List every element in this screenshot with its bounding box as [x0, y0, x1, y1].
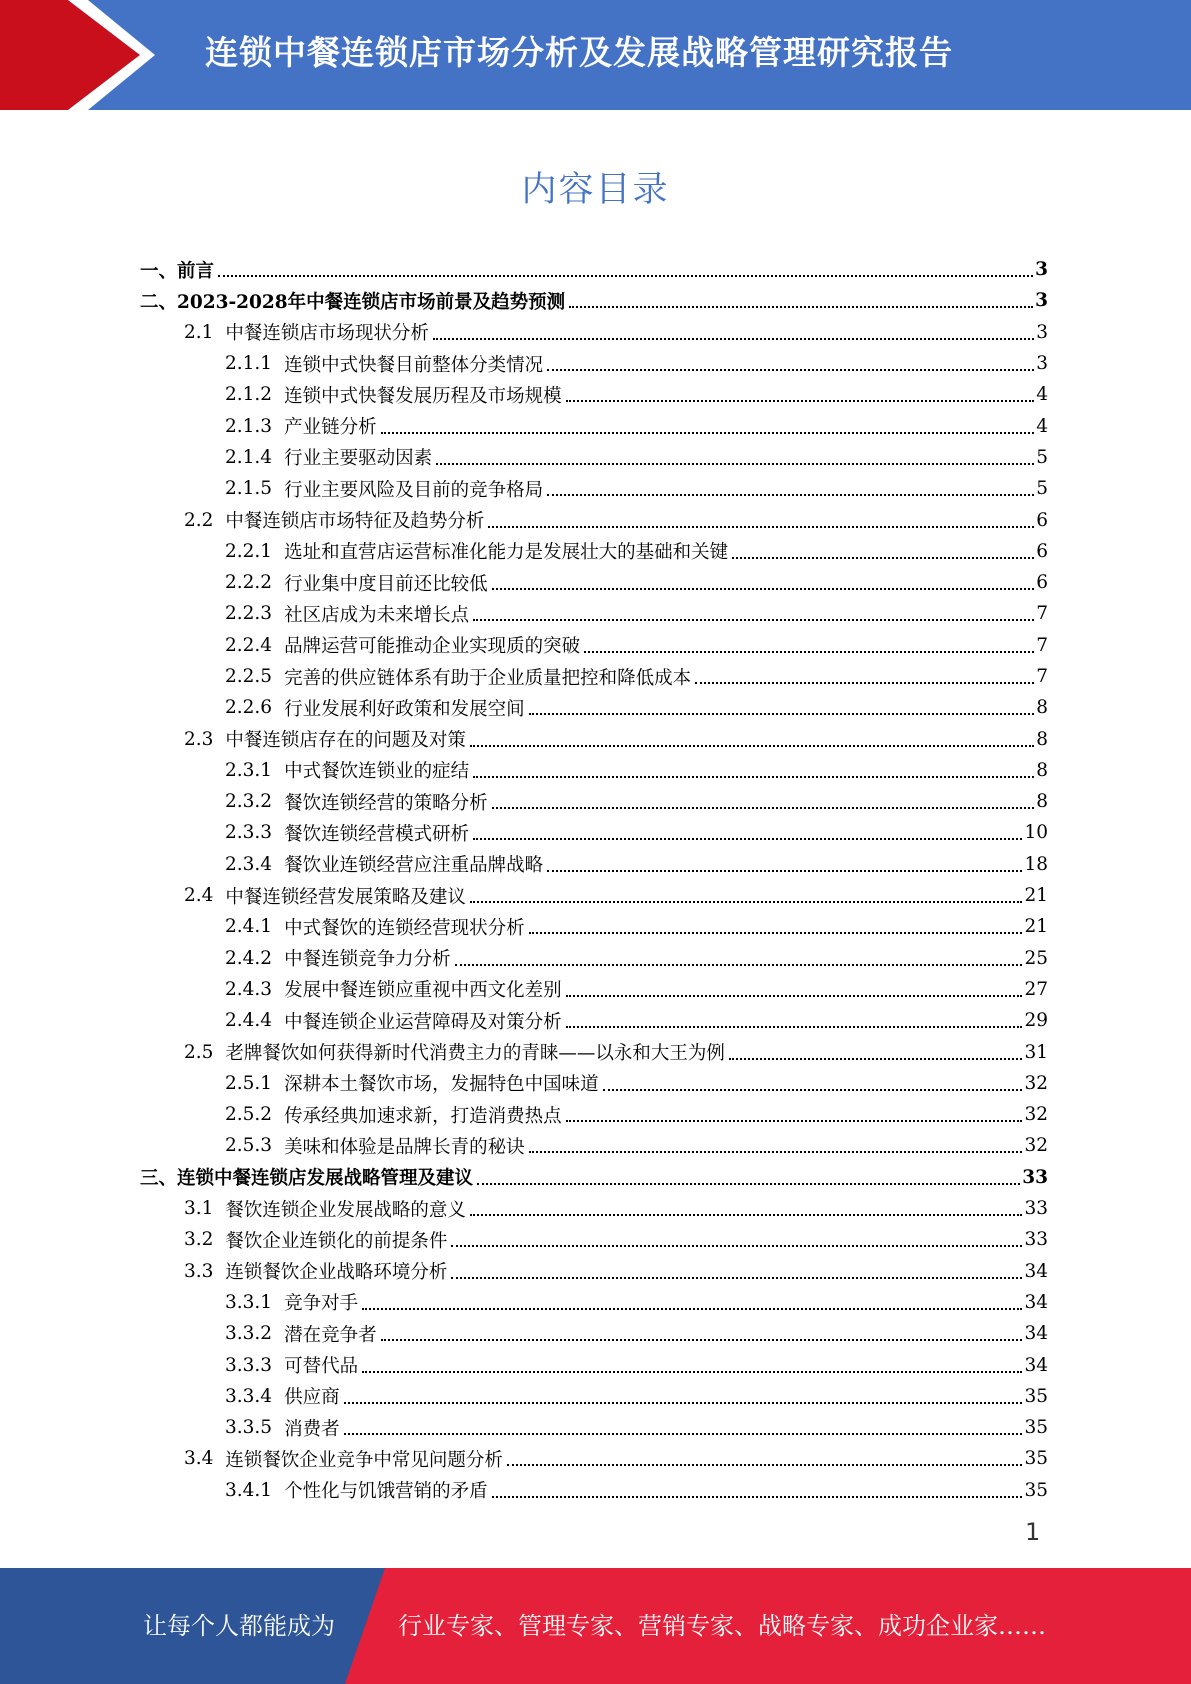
toc-entry-title: 产业链分析 — [284, 417, 377, 439]
toc-entry[interactable] — [140, 1036, 1048, 1067]
toc-entry-page: 7 — [1036, 603, 1048, 625]
toc-entry-page: 34 — [1024, 1323, 1048, 1345]
toc-entry-title: 连锁餐饮企业竞争中常见问题分析 — [225, 1449, 503, 1471]
toc-entry-page: 7 — [1036, 666, 1048, 687]
toc-entry-page: 21 — [1024, 885, 1048, 907]
toc-entry-number: 2.2 — [184, 509, 214, 531]
toc-entry-title: 行业发展利好政策和发展空间 — [284, 698, 525, 720]
toc-entry-title: 行业主要驱动因素 — [284, 448, 433, 470]
toc-entry-title: 可替代品 — [284, 1356, 359, 1378]
toc-dot-leader — [488, 525, 1034, 528]
toc-entry-title: 传承经典加速求新，打造消费热点 — [284, 1105, 562, 1127]
toc-entry-number: 3.3.4 — [225, 1385, 273, 1407]
toc-entry[interactable] — [140, 504, 1048, 535]
toc-entry[interactable] — [140, 567, 1048, 598]
toc-dot-leader — [547, 869, 1022, 872]
toc-entry-page: 35 — [1024, 1479, 1048, 1501]
toc-entry-number: 2.2.2 — [225, 572, 273, 594]
toc-entry-number: 2.4.4 — [225, 1010, 273, 1032]
toc-entry[interactable] — [140, 880, 1048, 911]
toc-dot-leader — [218, 274, 1033, 277]
toc-entry[interactable] — [140, 317, 1048, 348]
toc-entry-title: 中式餐饮的连锁经营现状分析 — [284, 917, 525, 939]
toc-dot-leader — [470, 744, 1034, 747]
toc-entry-page: 25 — [1024, 947, 1048, 969]
toc-entry-title: 行业主要风险及目前的竞争格局 — [284, 479, 544, 501]
toc-entry-page: 3 — [1036, 321, 1048, 343]
toc-entry-page: 3 — [1035, 290, 1048, 312]
toc-entry-page: 10 — [1024, 822, 1048, 844]
toc-dot-leader — [547, 493, 1034, 496]
toc-entry[interactable] — [140, 442, 1048, 473]
toc-entry-page: 4 — [1036, 415, 1048, 437]
toc-entry-page: 8 — [1036, 697, 1048, 719]
toc-dot-leader — [470, 1213, 1023, 1216]
toc-entry-page: 34 — [1024, 1291, 1048, 1313]
toc-dot-leader — [470, 900, 1023, 903]
toc-entry-number: 3.3.2 — [225, 1323, 273, 1345]
toc-entry[interactable] — [140, 661, 1048, 692]
toc-dot-leader — [451, 1244, 1022, 1247]
toc-entry-number: 2.1.2 — [225, 384, 273, 406]
toc-entry-number: 2.3.1 — [225, 759, 273, 781]
toc-entry[interactable] — [140, 1224, 1048, 1255]
toc-entry-title: 中餐连锁经营发展策略及建议 — [225, 886, 466, 908]
toc-entry-page: 8 — [1036, 728, 1048, 750]
page-number: 1 — [1025, 1518, 1041, 1546]
toc-dot-leader — [732, 556, 1034, 559]
toc-dot-leader — [362, 1370, 1022, 1373]
toc-entry-number: 3.3.5 — [225, 1417, 273, 1439]
toc-entry-title: 餐饮连锁企业发展战略的意义 — [225, 1199, 466, 1221]
toc-entry-title: 选址和直营店运营标准化能力是发展壮大的基础和关键 — [284, 542, 729, 564]
toc-entry-title: 发展中餐连锁应重视中西文化差别 — [284, 980, 562, 1002]
toc-entry[interactable] — [140, 1443, 1048, 1474]
toc-entry-title: 深耕本土餐饮市场，发掘特色中国味道 — [284, 1074, 599, 1096]
toc-entry-number: 2.2.1 — [225, 540, 273, 562]
toc-entry-title: 完善的供应链体系有助于企业质量把控和降低成本 — [284, 667, 692, 689]
toc-dot-leader — [381, 431, 1035, 434]
toc-entry[interactable] — [140, 410, 1048, 441]
toc-entry-title: 行业集中度目前还比较低 — [284, 573, 488, 595]
toc-entry-page: 8 — [1036, 759, 1048, 781]
toc-dot-leader — [477, 1182, 1020, 1185]
toc-entry-number: 2.3.3 — [225, 822, 273, 844]
toc-dot-leader — [344, 1401, 1023, 1404]
toc-entry-title: 竞争对手 — [284, 1293, 359, 1315]
toc-entry-number: 2.4.3 — [225, 978, 273, 1000]
toc-entry-page: 8 — [1036, 791, 1048, 813]
toc-entry-page: 5 — [1036, 478, 1048, 500]
toc-entry-title: 餐饮业连锁经营应注重品牌战略 — [284, 855, 544, 877]
header-title: 连锁中餐连锁店市场分析及发展战略管理研究报告 — [205, 33, 953, 72]
toc-entry-page: 33 — [1024, 1198, 1048, 1220]
toc-entry-title: 2023-2028年中餐连锁店市场前景及趋势预测 — [177, 291, 566, 313]
toc-dot-leader — [695, 681, 1034, 684]
toc-entry-number: 2.2.5 — [225, 666, 273, 687]
toc-entry-number: 3.3.3 — [225, 1354, 273, 1376]
toc-entry[interactable] — [140, 1256, 1048, 1287]
toc-entry-number: 2.3.4 — [225, 853, 273, 875]
toc-entry-title: 中餐连锁企业运营障碍及对策分析 — [284, 1011, 562, 1033]
toc-entry-title: 前言 — [177, 260, 215, 282]
toc-entry[interactable] — [140, 1349, 1048, 1380]
toc-dot-leader — [529, 712, 1035, 715]
toc-entry-page: 32 — [1024, 1135, 1048, 1157]
toc-dot-leader — [344, 1432, 1023, 1435]
toc-dot-leader — [729, 1057, 1023, 1060]
toc-dot-leader — [433, 337, 1034, 340]
toc-entry[interactable] — [140, 786, 1048, 817]
toc-entry[interactable] — [140, 1381, 1048, 1412]
toc-entry[interactable] — [140, 473, 1048, 504]
toc-entry-page: 29 — [1024, 1010, 1048, 1032]
toc-entry[interactable] — [140, 755, 1048, 786]
toc-entry-number: 3.4 — [184, 1448, 214, 1470]
toc-entry[interactable] — [140, 285, 1048, 316]
toc-dot-leader — [603, 1088, 1023, 1091]
toc-entry-title: 连锁中式快餐发展历程及市场规模 — [284, 385, 562, 407]
toc-dot-leader — [473, 775, 1034, 778]
toc-entry-page: 34 — [1024, 1354, 1048, 1376]
toc-entry[interactable] — [140, 1287, 1048, 1318]
toc-entry-number: 3.2 — [184, 1229, 214, 1251]
toc-dot-leader — [381, 1338, 1023, 1341]
toc-entry-page: 6 — [1036, 540, 1048, 562]
toc-entry-number: 2.5.1 — [225, 1072, 273, 1094]
toc-entry-number: 2.4.1 — [225, 916, 273, 938]
toc-entry-page: 35 — [1024, 1385, 1048, 1407]
toc-entry[interactable] — [140, 692, 1048, 723]
toc-dot-leader — [473, 837, 1022, 840]
toc-entry-page: 5 — [1036, 446, 1048, 468]
toc-entry-title: 社区店成为未来增长点 — [284, 604, 470, 626]
toc-dot-leader — [451, 1276, 1022, 1279]
toc-entry-title: 餐饮连锁经营的策略分析 — [284, 792, 488, 814]
toc-entry-number: 3.3.1 — [225, 1291, 273, 1313]
toc-entry-page: 4 — [1036, 384, 1048, 406]
toc-entry[interactable] — [140, 723, 1048, 754]
toc-dot-leader — [455, 963, 1023, 966]
toc-entry-page: 32 — [1024, 1104, 1048, 1126]
toc-entry-number: 2.1 — [184, 321, 214, 343]
toc-entry-title: 个性化与饥饿营销的矛盾 — [284, 1481, 488, 1503]
toc-entry-page: 21 — [1024, 916, 1048, 938]
toc-entry-page: 35 — [1024, 1448, 1048, 1470]
toc-entry[interactable] — [140, 1475, 1048, 1506]
toc-entry-title: 中餐连锁店市场特征及趋势分析 — [225, 511, 485, 533]
toc-entry[interactable] — [140, 911, 1048, 942]
toc-dot-leader — [569, 305, 1033, 308]
footer-banner — [0, 1568, 1191, 1684]
toc-dot-leader — [436, 462, 1034, 465]
toc-entry-title: 品牌运营可能推动企业实现质的突破 — [284, 636, 581, 658]
toc-dot-leader — [492, 806, 1035, 809]
toc-entry-page: 27 — [1024, 978, 1048, 1000]
toc-entry-page: 34 — [1024, 1260, 1048, 1282]
toc-entry[interactable] — [140, 974, 1048, 1005]
toc-entry-number: 3.1 — [184, 1198, 214, 1220]
toc-dot-leader — [566, 1025, 1023, 1028]
toc-entry-page: 33 — [1022, 1166, 1048, 1188]
toc-entry[interactable] — [140, 1318, 1048, 1349]
toc-entry-page: 6 — [1036, 509, 1048, 531]
toc-entry-title: 供应商 — [284, 1387, 340, 1409]
footer-slogan-left: 让每个人都能成为 — [143, 1612, 335, 1640]
toc-entry-number: 2.4.2 — [225, 947, 273, 969]
toc-entry-page: 35 — [1024, 1417, 1048, 1439]
toc-entry-number: 一、 — [140, 260, 178, 282]
toc-entry-number: 2.3 — [184, 728, 214, 750]
toc-dot-leader — [547, 368, 1034, 371]
toc-entry[interactable] — [140, 1130, 1048, 1161]
toc-entry[interactable] — [140, 1193, 1048, 1224]
toc-dot-leader — [566, 994, 1023, 997]
toc-entry-title: 连锁餐饮企业战略环境分析 — [225, 1262, 448, 1284]
toc-entry-number: 2.2.4 — [225, 634, 273, 656]
toc-entry-title: 美味和体验是品牌长青的秘诀 — [284, 1136, 525, 1158]
toc-entry-title: 连锁中餐连锁店发展战略管理及建议 — [177, 1168, 474, 1190]
toc-entry-number: 3.3 — [184, 1260, 214, 1282]
toc-entry-title: 消费者 — [284, 1418, 340, 1440]
toc-entry-number: 2.1.3 — [225, 415, 273, 437]
toc-entry-number: 三、 — [140, 1168, 178, 1190]
toc-dot-leader — [566, 399, 1035, 402]
toc-entry[interactable] — [140, 849, 1048, 880]
toc-entry-title: 中餐连锁店市场现状分析 — [225, 323, 429, 345]
toc-entry[interactable] — [140, 1412, 1048, 1443]
toc-entry-title: 连锁中式快餐目前整体分类情况 — [284, 354, 544, 376]
toc-entry[interactable] — [140, 254, 1048, 285]
toc-entry[interactable] — [140, 1005, 1048, 1036]
toc-entry-page: 7 — [1036, 634, 1048, 656]
toc-dot-leader — [584, 650, 1034, 653]
toc-entry[interactable] — [140, 1162, 1048, 1193]
toc-dot-leader — [492, 1495, 1023, 1498]
toc-entry-number: 2.5.3 — [225, 1135, 273, 1157]
toc-entry-page: 31 — [1024, 1041, 1048, 1063]
toc-dot-leader — [507, 1463, 1023, 1466]
toc-dot-leader — [492, 587, 1035, 590]
toc-dot-leader — [529, 1150, 1023, 1153]
toc-entry-page: 32 — [1024, 1072, 1048, 1094]
toc-entry-page: 3 — [1035, 259, 1048, 281]
toc-entry[interactable] — [140, 598, 1048, 629]
toc-entry-number: 2.5.2 — [225, 1104, 273, 1126]
toc-entry-title: 餐饮企业连锁化的前提条件 — [225, 1230, 448, 1252]
toc-entry-title: 潜在竞争者 — [284, 1324, 377, 1346]
toc-entry-title: 老牌餐饮如何获得新时代消费主力的青睐——以永和大王为例 — [225, 1043, 725, 1065]
toc-entry[interactable] — [140, 943, 1048, 974]
toc-entry-title: 中餐连锁竞争力分析 — [284, 949, 451, 971]
toc-entry-number: 2.2.3 — [225, 603, 273, 625]
toc-entry-number: 二、 — [140, 291, 178, 313]
footer-slogan-right: 行业专家、管理专家、营销专家、战略专家、成功企业家…… — [398, 1612, 1046, 1640]
toc-entry-number: 2.3.2 — [225, 791, 273, 813]
toc-entry-number: 2.4 — [184, 885, 214, 907]
toc-entry-number: 2.1.5 — [225, 478, 273, 500]
header-banner — [0, 0, 1191, 110]
toc-entry[interactable] — [140, 1068, 1048, 1099]
toc-entry[interactable] — [140, 817, 1048, 848]
toc-entry-page: 6 — [1036, 572, 1048, 594]
toc-entry[interactable] — [140, 348, 1048, 379]
toc-entry[interactable] — [140, 1099, 1048, 1130]
toc-entry-number: 2.2.6 — [225, 697, 273, 719]
toc-entry-title: 中式餐饮连锁业的症结 — [284, 761, 470, 783]
toc-entry-page: 33 — [1024, 1229, 1048, 1251]
toc-entry-title: 餐饮连锁经营模式研析 — [284, 823, 470, 845]
table-of-contents — [140, 254, 1048, 1506]
toc-dot-leader — [529, 931, 1023, 934]
page-heading: 内容目录 — [521, 170, 670, 210]
toc-entry-number: 3.4.1 — [225, 1479, 273, 1501]
toc-entry-number: 2.5 — [184, 1041, 214, 1063]
toc-entry-page: 18 — [1024, 853, 1048, 875]
toc-entry-number: 2.1.1 — [225, 353, 273, 375]
toc-entry[interactable] — [140, 630, 1048, 661]
toc-entry[interactable] — [140, 379, 1048, 410]
toc-entry[interactable] — [140, 536, 1048, 567]
toc-dot-leader — [566, 1119, 1023, 1122]
toc-entry-number: 2.1.4 — [225, 446, 273, 468]
toc-entry-title: 中餐连锁店存在的问题及对策 — [225, 730, 466, 752]
toc-dot-leader — [362, 1307, 1022, 1310]
toc-dot-leader — [473, 618, 1034, 621]
toc-entry-page: 3 — [1036, 353, 1048, 375]
